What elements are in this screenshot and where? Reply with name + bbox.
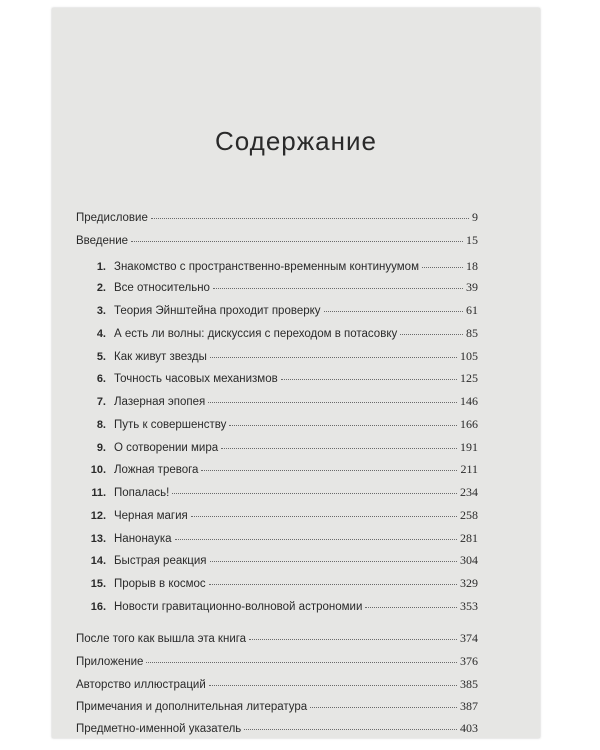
toc-entry-title: Предметно-именной указатель bbox=[76, 723, 242, 735]
leader-dots bbox=[229, 425, 457, 426]
chapter-title: А есть ли волны: дискуссия с переходом в потасовку bbox=[114, 328, 398, 340]
toc-chapter bbox=[80, 462, 478, 477]
page-title: Содержание bbox=[215, 126, 377, 156]
toc-entry-notes bbox=[76, 699, 478, 714]
chapter-title: Знакомство с пространственно-временным континуумом bbox=[114, 261, 419, 273]
toc-chapter bbox=[80, 326, 478, 341]
leader-dots bbox=[244, 729, 457, 730]
chapter-page: 146 bbox=[460, 394, 478, 408]
toc-entry-page: 403 bbox=[460, 721, 478, 735]
chapter-page: 281 bbox=[460, 531, 478, 545]
chapter-page: 18 bbox=[466, 259, 478, 273]
toc-chapter bbox=[80, 508, 478, 523]
toc-chapter bbox=[80, 531, 478, 546]
book-page bbox=[52, 8, 540, 738]
toc-chapter bbox=[80, 417, 478, 432]
chapter-title: Точность часовых механизмов bbox=[114, 373, 278, 385]
chapter-number: 1. bbox=[96, 261, 106, 273]
toc-chapter bbox=[80, 599, 478, 614]
chapter-title: Новости гравитационно-волновой астрономии bbox=[114, 601, 363, 613]
chapter-number: 2. bbox=[96, 282, 106, 294]
leader-dots bbox=[210, 357, 457, 358]
chapter-title: Лазерная эпопея bbox=[114, 396, 206, 408]
toc-entry-page: 374 bbox=[460, 631, 478, 645]
chapter-page: 304 bbox=[460, 553, 478, 567]
toc-chapter bbox=[80, 440, 478, 455]
leader-dots bbox=[172, 493, 457, 494]
chapter-page: 61 bbox=[466, 303, 478, 317]
toc-entry-page: 15 bbox=[466, 233, 478, 247]
chapter-title: Как живут звезды bbox=[114, 351, 207, 363]
leader-dots bbox=[210, 561, 458, 562]
chapter-number: 4. bbox=[96, 328, 106, 340]
toc-entry-title: Авторство иллюстраций bbox=[76, 679, 206, 691]
toc-chapter bbox=[80, 576, 478, 591]
leader-dots bbox=[208, 402, 457, 403]
chapter-page: 353 bbox=[460, 599, 478, 613]
chapter-title: Все относительно bbox=[114, 282, 210, 294]
toc-entry-index bbox=[76, 721, 478, 736]
chapter-number: 9. bbox=[96, 442, 106, 454]
leader-dots bbox=[175, 539, 458, 540]
chapter-page: 258 bbox=[460, 508, 478, 522]
leader-dots bbox=[213, 288, 463, 289]
leader-dots bbox=[209, 584, 457, 585]
toc-chapter bbox=[80, 259, 478, 274]
toc-chapter bbox=[80, 394, 478, 409]
chapter-page: 125 bbox=[460, 371, 478, 385]
toc-entry-title: Примечания и дополнительная литература bbox=[76, 701, 308, 713]
chapter-number: 7. bbox=[96, 396, 106, 408]
toc-chapter bbox=[80, 303, 478, 318]
chapter-title: Попалась! bbox=[114, 487, 170, 499]
leader-dots bbox=[151, 218, 469, 219]
leader-dots bbox=[146, 662, 457, 663]
chapter-number: 15. bbox=[90, 578, 106, 590]
toc-chapter bbox=[80, 280, 478, 295]
toc-entry-title: После того как вышла эта книга bbox=[76, 633, 247, 645]
chapter-page: 166 bbox=[460, 417, 478, 431]
chapter-number: 5. bbox=[96, 351, 106, 363]
leader-dots bbox=[191, 516, 457, 517]
toc-entry-page: 387 bbox=[460, 699, 478, 713]
chapter-title: Теория Эйнштейна проходит проверку bbox=[114, 305, 321, 317]
chapter-title: Путь к совершенству bbox=[114, 419, 227, 431]
chapter-page: 234 bbox=[460, 485, 478, 499]
leader-dots bbox=[201, 470, 457, 471]
chapter-title: О сотворении мира bbox=[114, 442, 219, 454]
chapter-number: 10. bbox=[90, 464, 106, 476]
chapter-number: 14. bbox=[90, 555, 106, 567]
chapter-page: 105 bbox=[460, 349, 478, 363]
chapter-page: 39 bbox=[466, 280, 478, 294]
toc-entry-afterword bbox=[76, 631, 478, 646]
toc-entry-page: 385 bbox=[460, 677, 478, 691]
leader-dots bbox=[131, 241, 463, 242]
chapter-number: 3. bbox=[96, 305, 106, 317]
leader-dots bbox=[249, 639, 457, 640]
chapter-page: 329 bbox=[460, 576, 478, 590]
toc-chapter bbox=[80, 553, 478, 568]
leader-dots bbox=[400, 334, 463, 335]
chapter-page: 85 bbox=[466, 326, 478, 340]
chapter-page: 211 bbox=[460, 462, 478, 476]
toc-entry-introduction bbox=[76, 233, 478, 248]
chapter-title: Нанонаука bbox=[114, 533, 172, 545]
chapter-title: Быстрая реакция bbox=[114, 555, 207, 567]
leader-dots bbox=[221, 448, 457, 449]
chapter-page: 191 bbox=[460, 440, 478, 454]
leader-dots bbox=[324, 311, 463, 312]
chapter-number: 12. bbox=[90, 510, 106, 522]
toc-entry-title: Введение bbox=[76, 235, 129, 247]
toc-chapter bbox=[80, 349, 478, 364]
chapter-title: Прорыв в космос bbox=[114, 578, 206, 590]
chapter-number: 11. bbox=[91, 487, 106, 499]
toc-entry-page: 9 bbox=[472, 210, 478, 224]
toc-entry-title: Приложение bbox=[76, 656, 144, 668]
toc-entry-title: Предисловие bbox=[76, 212, 148, 224]
chapter-number: 16. bbox=[90, 601, 106, 613]
chapter-number: 8. bbox=[96, 419, 106, 431]
leader-dots bbox=[365, 607, 457, 608]
leader-dots bbox=[422, 267, 463, 268]
chapter-title: Черная магия bbox=[114, 510, 188, 522]
toc-chapter bbox=[80, 371, 478, 386]
leader-dots bbox=[281, 379, 457, 380]
leader-dots bbox=[310, 707, 457, 708]
toc-chapter bbox=[80, 485, 478, 500]
chapter-number: 6. bbox=[96, 373, 106, 385]
toc-entry-preface bbox=[76, 210, 478, 225]
chapter-title: Ложная тревога bbox=[114, 464, 199, 476]
toc-entry-appendix bbox=[76, 654, 478, 669]
toc-entry-page: 376 bbox=[460, 654, 478, 668]
toc-entry-illustration-credits bbox=[76, 677, 478, 692]
leader-dots bbox=[209, 685, 457, 686]
chapter-number: 13. bbox=[90, 533, 106, 545]
